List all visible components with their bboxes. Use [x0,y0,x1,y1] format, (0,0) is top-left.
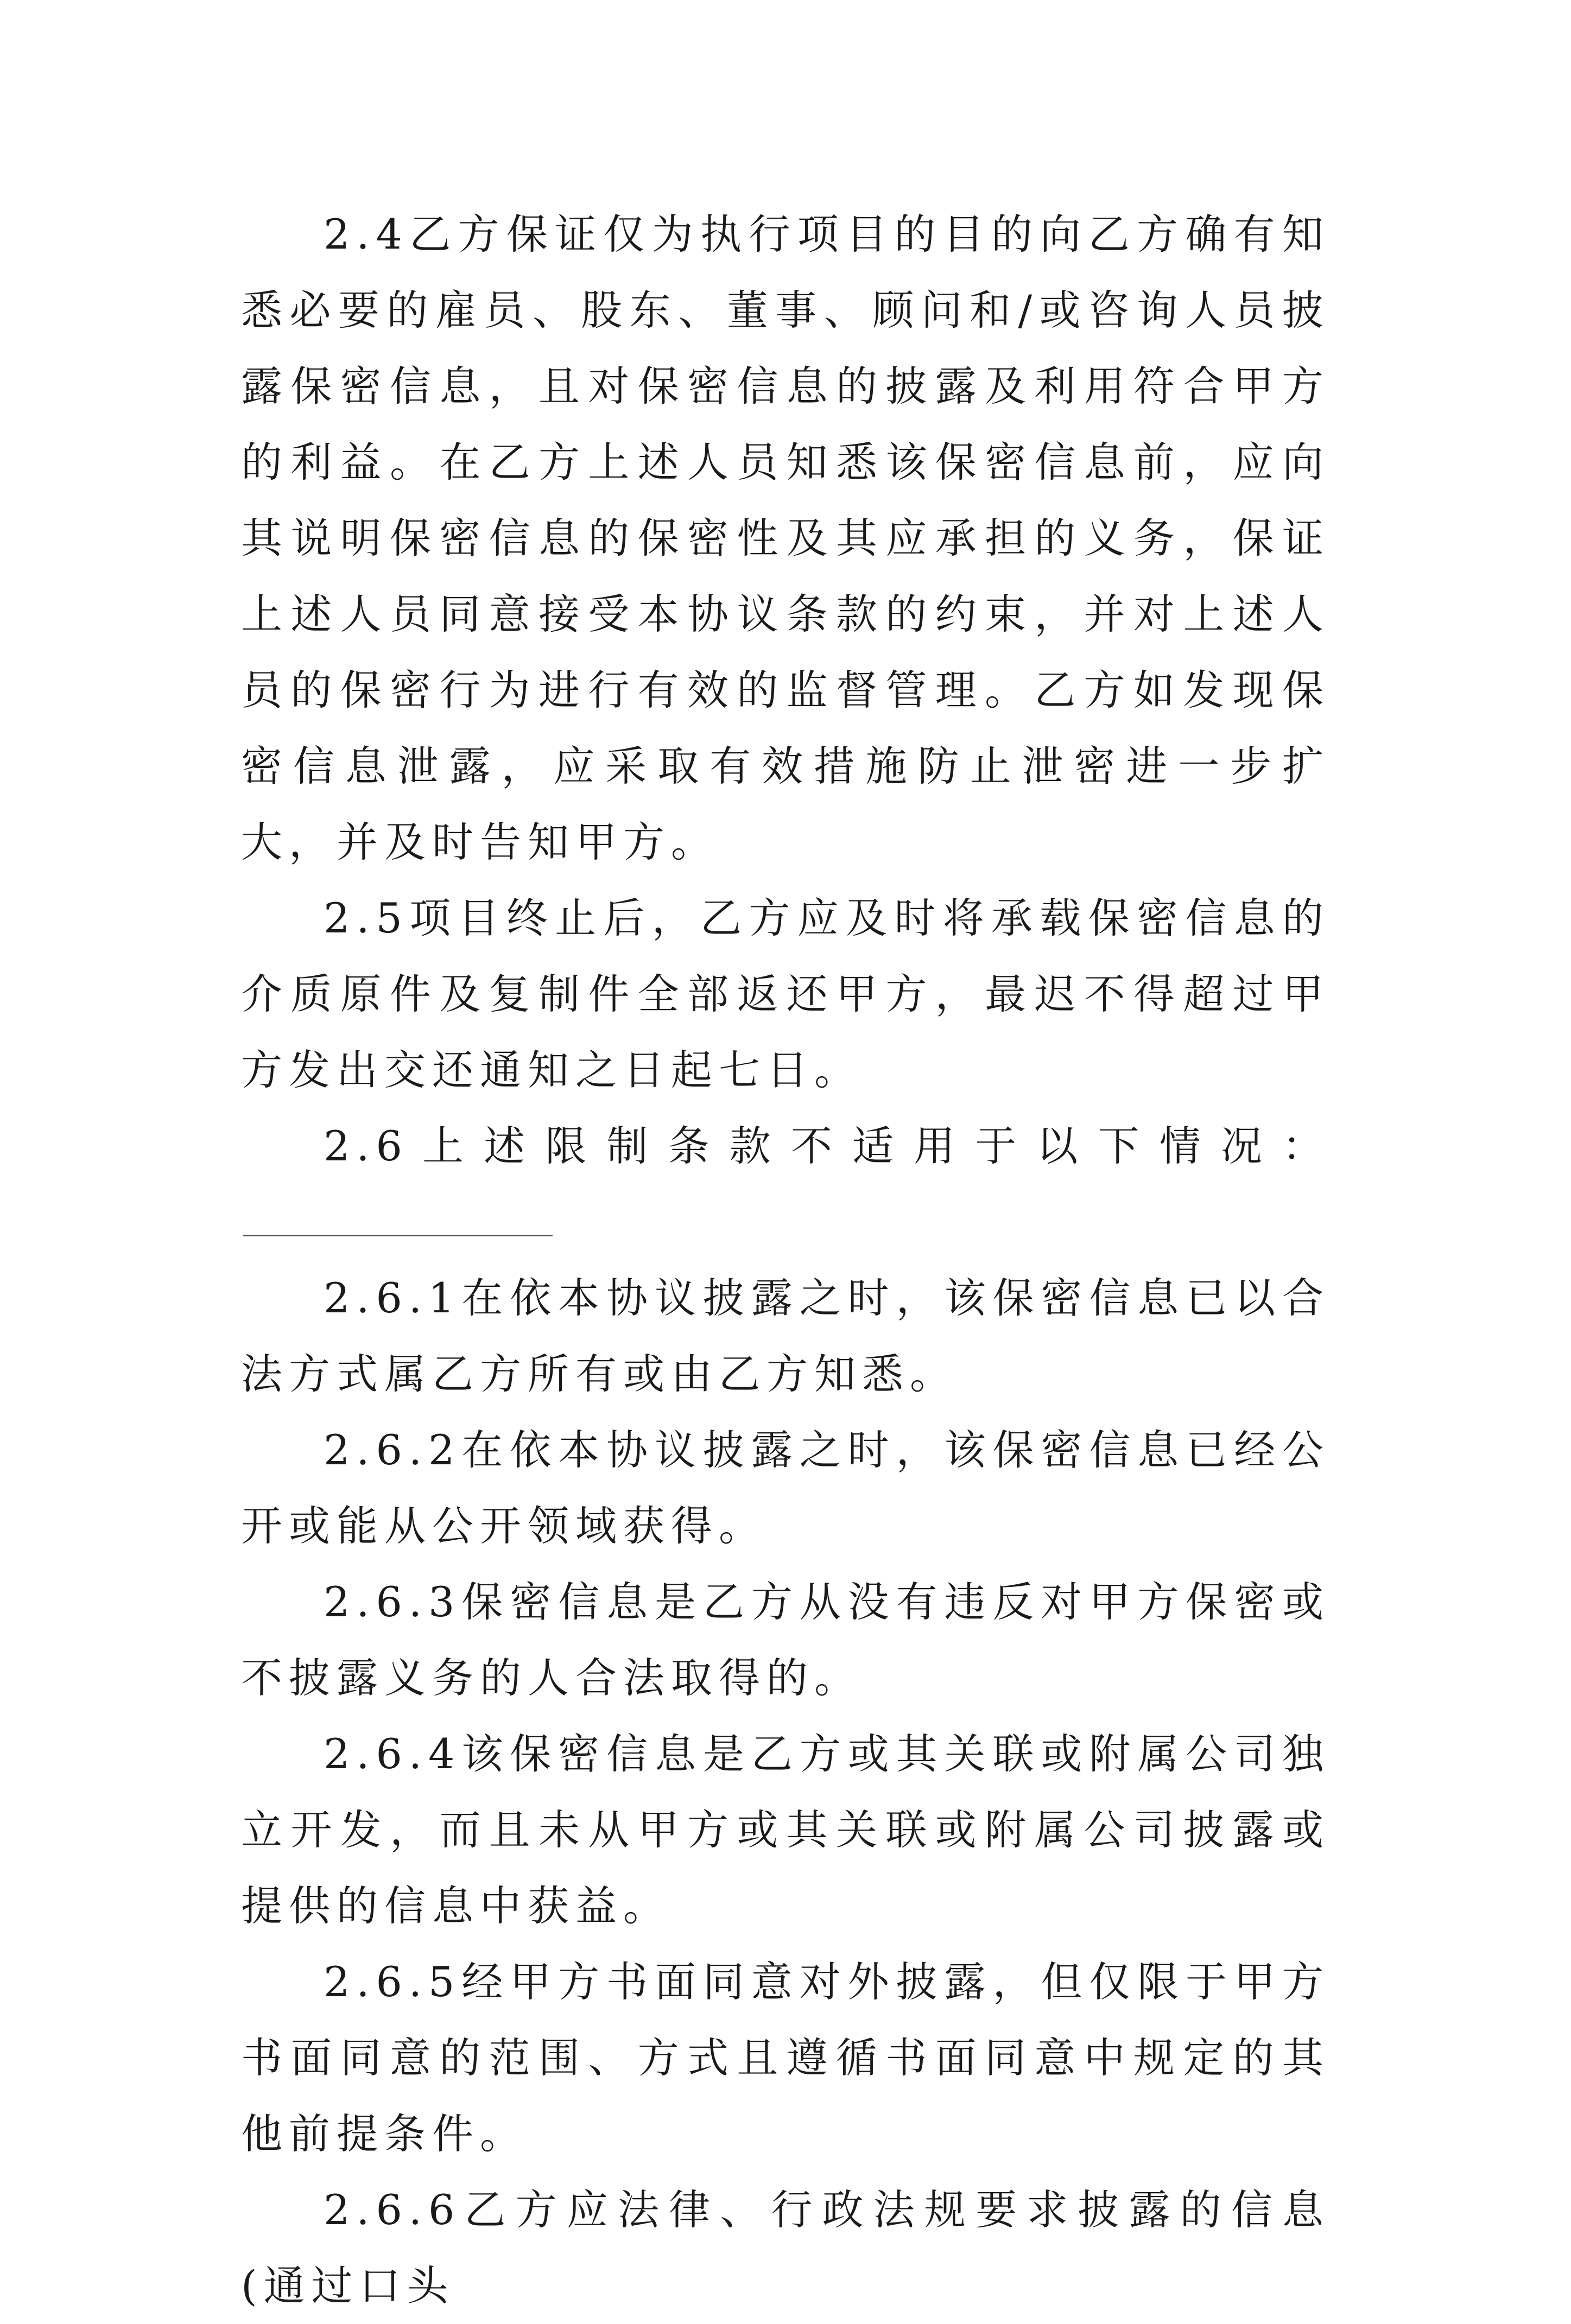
clause-2-4: 2.4乙方保证仅为执行项目的目的向乙方确有知悉必要的雇员、股东、董事、顾问和/或咨询人员披露保密信息，且对保密信息的披露及利用符合甲方的利益。在乙方上述人员知悉该保密信息前，应向其说明保密信息的保密性及其应承担的义务，保证上述人员同意接受本协议条款的约束，并对上述人员的保密行为进行有效的监督管理。乙方如发现保密信息泄露，应采取有效措施防止泄密进一步扩大，并及时告知甲方。 [241,210,1330,866]
clause-2-6-1: 2.6.1在依本协议披露之时，该保密信息已以合法方式属乙方所有或由乙方知悉。 [241,1274,1330,1398]
clause-2-6 [241,1108,1330,1260]
clause-2-6-2: 2.6.2在依本协议披露之时，该保密信息已经公开或能从公开领域获得。 [241,1426,1330,1550]
clause-2-6-6: 2.6.6乙方应法律、行政法规要求披露的信息(通过口头 [241,2186,1330,2310]
clause-2-6-5: 2.6.5经甲方书面同意对外披露，但仅限于甲方书面同意的范围、方式且遵循书面同意中规定的其他前提条件。 [241,1958,1330,2158]
clause-2-6-text: 2.6上述限制条款不适用于以下情况： [324,1122,1330,1170]
clause-2-5: 2.5项目终止后，乙方应及时将承载保密信息的介质原件及复制件全部返还甲方，最迟不得超过甲方发出交还通知之日起七日。 [241,894,1330,1094]
document-body [241,196,1330,2324]
fill-in-blank-line [243,1202,553,1236]
clause-2-6-4: 2.6.4该保密信息是乙方或其关联或附属公司独立开发，而且未从甲方或其关联或附属公司披露或提供的信息中获益。 [241,1730,1330,1930]
clause-2-6-3: 2.6.3保密信息是乙方从没有违反对甲方保密或不披露义务的人合法取得的。 [241,1578,1330,1702]
